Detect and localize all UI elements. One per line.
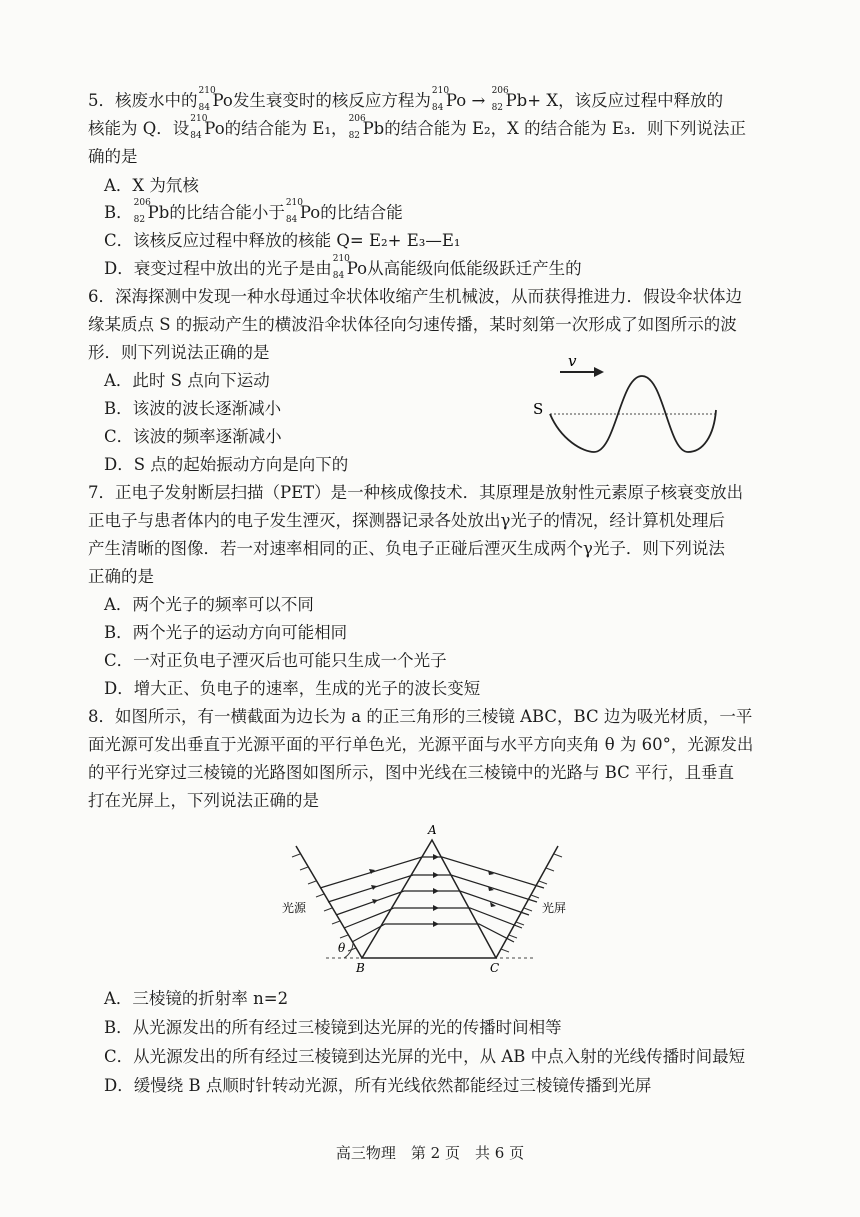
q7-option-c: C．一对正负电子湮灭后也可能只生成一个光子: [104, 651, 447, 670]
nuclide-po: 210 84 Po: [190, 114, 225, 141]
wave-figure: [528, 352, 728, 462]
q5-line-3: 确的是: [88, 147, 138, 166]
q8-option-b: B．从光源发出的所有经过三棱镜到达光屏的光的传播时间相等: [104, 1018, 562, 1037]
light-screen-label: 光屏: [542, 901, 567, 915]
q5-line-1: 5．核废水中的 210 84 Po发生衰变时的核反应方程为 210 84 Po → 206 82 Pb+ X，该反应过程中释放的: [88, 86, 724, 113]
q6-option-a: A．此时 S 点向下运动: [104, 371, 270, 390]
q8-line-2: 面光源可发出垂直于光源平面的平行单色光，光源平面与水平方向夹角 θ 为 60°，光源发出: [88, 735, 754, 754]
q6-option-b: B．该波的波长逐渐减小: [104, 399, 282, 418]
vertex-b-label: B: [356, 961, 365, 975]
q8-line-3: 的平行光穿过三棱镜的光路图如图所示，图中光线在三棱镜中的光路与 BC 平行，且垂直: [88, 763, 735, 782]
ray-3: [336, 891, 529, 915]
point-s-label: S: [533, 400, 544, 418]
light-rays: [320, 857, 544, 942]
q7-line-1: 7．正电子发射断层扫描（PET）是一种核成像技术．其原理是放射性元素原子核衰变放出: [88, 483, 744, 502]
q8-option-d: D．缓慢绕 B 点顺时针转动光源，所有光线依然都能经过三棱镜传播到光屏: [104, 1076, 652, 1095]
q6-option-c: C．该波的频率逐渐减小: [104, 427, 282, 446]
q5-option-d: D．衰变过程中放出的光子是由 210 84 Po从高能级向低能级跃迁产生的: [104, 254, 582, 281]
q6-line-3: 形．则下列说法正确的是: [88, 343, 270, 362]
q7-option-d: D．增大正、负电子的速率，生成的光子的波长变短: [104, 679, 481, 698]
prism-figure: [282, 820, 582, 980]
q7-line-3: 产生清晰的图像．若一对速率相同的正、负电子正碰后湮灭生成两个γ光子．则下列说法: [88, 539, 725, 558]
nuclide-po: 210 84 Po: [332, 254, 368, 281]
ray-1: [320, 857, 544, 888]
q5-line-2: 核能为 Q．设 210 84 Po的结合能为 E₁， 206 82 Pb的结合能为 E₂，X 的结合能为 E₃．则下列说法正: [88, 114, 747, 141]
q7-line-4: 正确的是: [88, 567, 154, 586]
q5-text: 5．核废水中的: [88, 91, 198, 110]
nuclide-po: 210 84 Po: [198, 86, 233, 113]
vertex-a-label: A: [428, 823, 437, 837]
nuclide-pb: 206 82 Pb: [133, 198, 170, 225]
q5-option-b: B． 206 82 Pb的比结合能小于 210 84 Po的比结合能: [104, 198, 403, 225]
page-footer: 高三物理 第 2 页 共 6 页: [335, 1144, 525, 1162]
q8-line-4: 打在光屏上，下列说法正确的是: [88, 791, 319, 810]
reaction-arrow: →: [471, 91, 486, 110]
q7-option-a: A．两个光子的频率可以不同: [104, 595, 314, 614]
velocity-label: v: [568, 352, 577, 370]
vertex-c-label: C: [490, 961, 500, 975]
q6-option-d: D．S 点的起始振动方向是向下的: [104, 455, 349, 474]
q7-option-b: B．两个光子的运动方向可能相同: [104, 623, 348, 642]
q6-line-1: 6．深海探测中发现一种水母通过伞状体收缩产生机械波，从而获得推进力．假设伞状体边: [88, 287, 742, 306]
q5-option-a: A．X 为氘核: [104, 176, 199, 195]
q5-option-c: C．该核反应过程中释放的核能 Q= E₂+ E₃—E₁: [104, 231, 461, 250]
light-source-label: 光源: [282, 901, 307, 915]
q7-line-2: 正电子与患者体内的电子发生湮灭，探测器记录各处放出γ光子的情况，经计算机处理后: [88, 511, 725, 530]
nuclide-po: 210 84 Po: [431, 86, 467, 113]
q8-option-a: A．三棱镜的折射率 n=2: [104, 989, 289, 1008]
theta-label: θ: [338, 941, 346, 955]
nuclide-pb: 206 82 Pb: [348, 114, 385, 141]
q8-line-1: 8．如图所示，有一横截面为边长为 a 的正三角形的三棱镜 ABC，BC 边为吸光材质，一平: [88, 707, 753, 726]
nuclide-po: 210 84 Po: [285, 198, 321, 225]
q6-line-2: 缘某质点 S 的振动产生的横波沿伞状体径向匀速传播，某时刻第一次形成了如图所示的波: [88, 315, 737, 334]
q8-option-c: C．从光源发出的所有经过三棱镜到达光屏的光中，从 AB 中点入射的光线传播时间最短: [104, 1047, 746, 1066]
ray-2: [328, 875, 537, 902]
velocity-arrowhead: [594, 367, 604, 377]
nuclide-pb: 206 82 Pb: [491, 86, 528, 113]
